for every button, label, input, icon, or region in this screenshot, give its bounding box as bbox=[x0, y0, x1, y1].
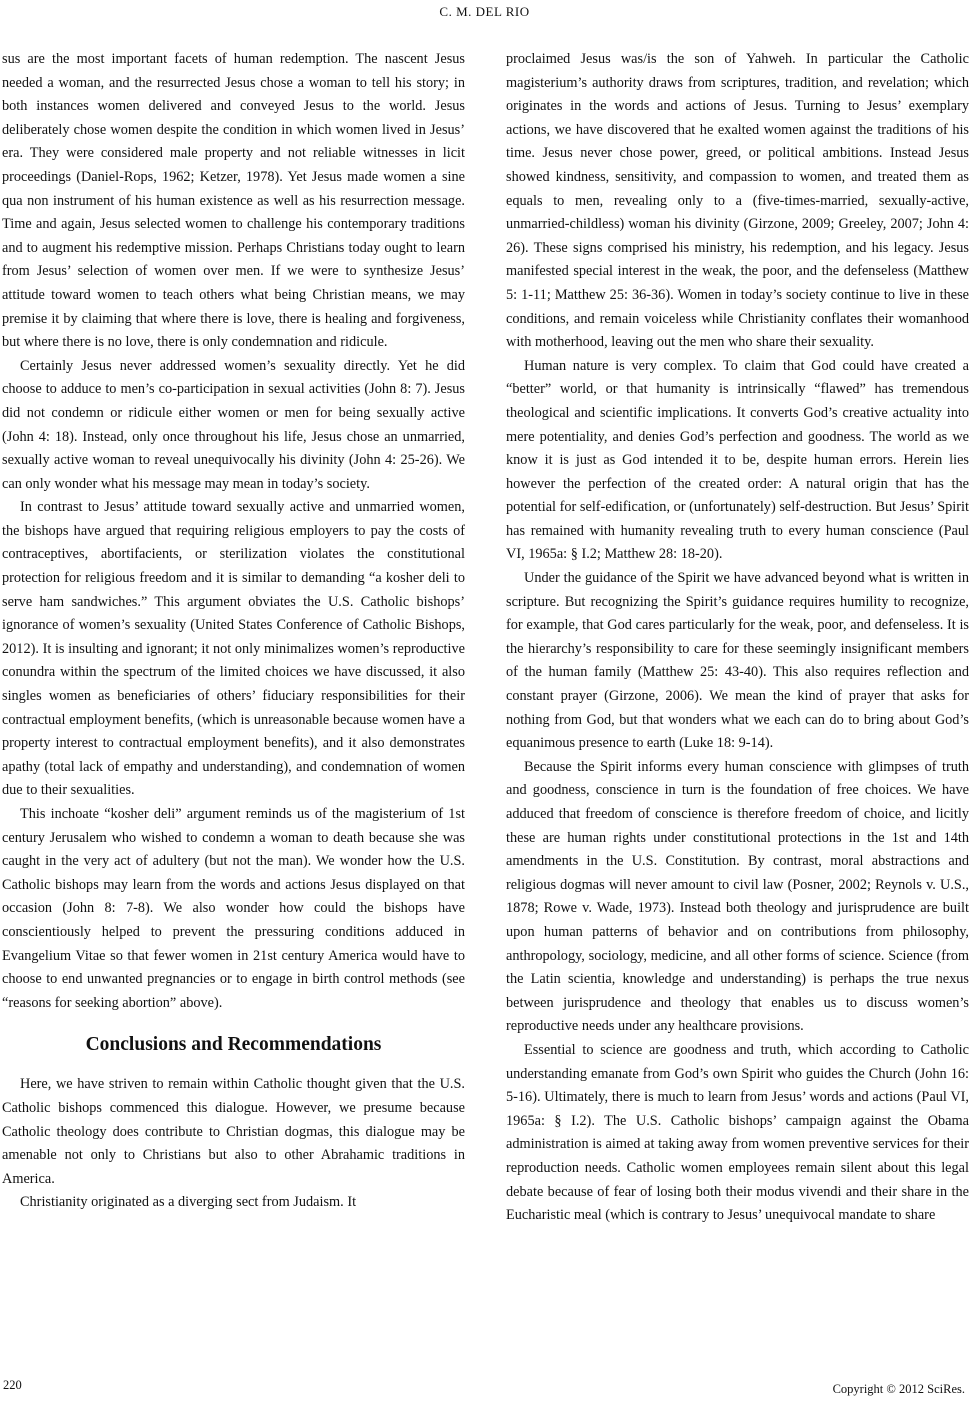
body-paragraph: This inchoate “kosher deli” argument reminds us of the magisterium of 1st century Jerusalem who wished to condemn a woman to death because she was caught in the very act of adultery (but not the man). We wonder how the U.S. Catholic bishops may learn from the words and actions Jesus displayed on that occasion (John 8: 7-8). We also wonder how could the bishops have conscientiously helped to prevent the pressuring conditions adduced in Evangelium Vitae so that fewer women in 21st century America would have to choose to end unwanted pregnancies or to engage in birth control methods (see “reasons for seeking abortion” above). bbox=[2, 806, 465, 1011]
body-paragraph: Under the guidance of the Spirit we have advanced beyond what is written in scripture. But recognizing the Spirit’s guidance requires humility to recognize, for example, that God cares particularly for the weak, poor, and defenseless. It is the hierarchy’s responsibility to care for these seemingly insignificant members of the human family (Matthew 25: 43-40). This also requires reflection and constant prayer (Girzone, 2006). We mean the kind of prayer that asks for nothing from God, but that wonders what we each can do to bring about God’s equanimous presence to earth (Luke 18: 9-14). bbox=[506, 570, 969, 752]
body-paragraph: Here, we have striven to remain within Catholic thought given that the U.S. Catholic bishops commenced this dialogue. However, we presume because Catholic theology does contribute to Christian dogmas, this dialogue may be amenable not only to Christians but also to other Abrahamic traditions in America. bbox=[2, 1076, 465, 1187]
body-paragraph: Because the Spirit informs every human conscience with glimpses of truth and goodness, conscience in turn is the foundation of free choices. We have adduced that freedom of conscience is therefore freedom of choice, and licitly these are human rights under constitutional protections in the 1st and 14th amendments in the U.S. Constitution. By contrast, moral abstractions and religious dogmas will never amount to civil law (Posner, 2002; Reynols v. U.S., 1878; Rowe v. Wade, 1973). Instead both theology and jurisprudence are built upon human patterns of behavior and on contributions from philosophy, anthropology, sociology, medicine, and all other forms of science. Science (from the Latin scientia, knowledge and understanding) is perhaps the true nexus between jurisprudence and theology that enables us to discuss women’s reproductive needs under any healthcare provisions. bbox=[506, 758, 969, 1035]
body-paragraph: Christianity originated as a diverging sect from Judaism. It bbox=[20, 1194, 357, 1211]
page-number: 220 bbox=[3, 1378, 22, 1392]
copyright-notice: Copyright © 2012 SciRes. bbox=[832, 1382, 965, 1396]
body-paragraph: Essential to science are goodness and truth, which according to Catholic understanding emanate from God’s own Spirit who guides the Church (John 16: 5-16). Ultimately, there is much to learn from Jesus’ words and actions (Paul VI, 1965a: § I.2). The U.S. Catholic bishops’ campaign against the Obama administration is aimed at taking away from women preventive services for their reproduction needs. Catholic women employees remain silent about this legal debate because of fear of losing both their modus vivendi and their share in the Eucharistic meal (which is contrary to Jesus’ unequivocal mandate to share bbox=[506, 1041, 969, 1224]
body-paragraph: sus are the most important facets of human redemption. The nascent Jesus needed a woman, and the resurrected Jesus chose a woman to tell his story; in both instances women delivered and conveyed Jesus to the world. Jesus deliberately chose women despite the condition in which women lived in Jesus’ era. They were considered male property and not reliable witnesses in licit proceedings (Daniel-Rops, 1962; Ketzer, 1978). Yet Jesus made women a sine qua non instrument of his human existence as well as his resurrection message. Time and again, Jesus selected women to challenge his contemporary traditions and to augment his redemptive mission. Perhaps Christians today ought to learn from Jesus’ selection of women over men. If we were to synthesize Jesus’ attitude toward women to teach others what being Christian means, we may premise it by claiming that where there is love, there is healing and forgiveness, but where there is no love, there is only condemnation and ridicule. bbox=[2, 51, 465, 351]
body-paragraph: proclaimed Jesus was/is the son of Yahweh. In particular the Catholic magisterium’s authority draws from scriptures, tradition, and revelation; which originates in the words and actions of Jesus. Turning to Jesus’ exemplary actions, we have discovered that he exalted women against the traditions of his time. Jesus never chose power, greed, or political ambitions. Instead Jesus showed kindness, sensitivity, and compassion to women, and treated them as equals to men, revealing only to a (five-times-married, sexually-active, unmarried-childless) woman his divinity (Girzone, 2009; Greeley, 2007; John 4: 26). These signs comprised his ministry, his redemption, and his legacy. Jesus manifested special interest in the weak, the poor, and the defenseless (Matthew 5: 1-11; Matthew 25: 36-36). Women in today’s society continue to live in these conditions, and remain voiceless while Christianity conflates their womanhood with motherhood, leaving out the men who share their sexuality. bbox=[506, 51, 969, 351]
left-column bbox=[2, 48, 465, 1215]
right-column bbox=[506, 48, 969, 1228]
running-head: C. M. DEL RIO bbox=[439, 4, 530, 19]
body-paragraph: In contrast to Jesus’ attitude toward sexually active and unmarried women, the bishops have argued that requiring religious employers to pay the costs of contraceptives, abortifacients, or sterilization violates the constitutional protection for religious freedom and it is similar to demanding “a kosher deli to serve ham sandwiches.” This argument obviates the U.S. Catholic bishops’ ignorance of women’s sexuality (United States Conference of Catholic Bishops, 2012). It is insulting and ignorant; it not only minimalizes women’s reproductive conundra within the spectrum of the limited choices we have discussed, it also singles women as beneficiaries of others’ fiduciary responsibilities for their contractual employment benefits, (which is unreasonable because women have a property interest to contractual employment benefits), and it also demonstrates apathy (total lack of empathy and understanding), and condemnation of women due to their sexualities. bbox=[2, 499, 465, 799]
body-paragraph: Certainly Jesus never addressed women’s sexuality directly. Yet he did choose to adduce to men’s co-participation in sexual activities (John 8: 7). Jesus did not condemn or ridicule either women or men for being sexually active (John 4: 18). Instead, only once throughout his life, Jesus chose an unmarried, sexually active woman to reveal unequivocally his divinity (John 4: 25-26). We can only wonder what his message may mean in today’s society. bbox=[2, 357, 465, 492]
body-paragraph: Human nature is very complex. To claim that God could have created a “better” world, or that humanity is intrinsically “flawed” has tremendous theological and scientific implications. It converts God’s creative actuality into mere potentiality, and denies God’s perfection and goodness. The world as we know it is just as God intended it to be, despite human errors. Herein lies however the perfection of the created order: A natural origin that has the potential for self-edification, or (unfortunately) self-destruction. But Jesus’ Spirit has remained with humanity revealing truth to every human conscience (Paul VI, 1965a: § I.2; Matthew 28: 18-20). bbox=[506, 357, 969, 563]
section-heading: Conclusions and Recommendations bbox=[85, 1034, 382, 1056]
